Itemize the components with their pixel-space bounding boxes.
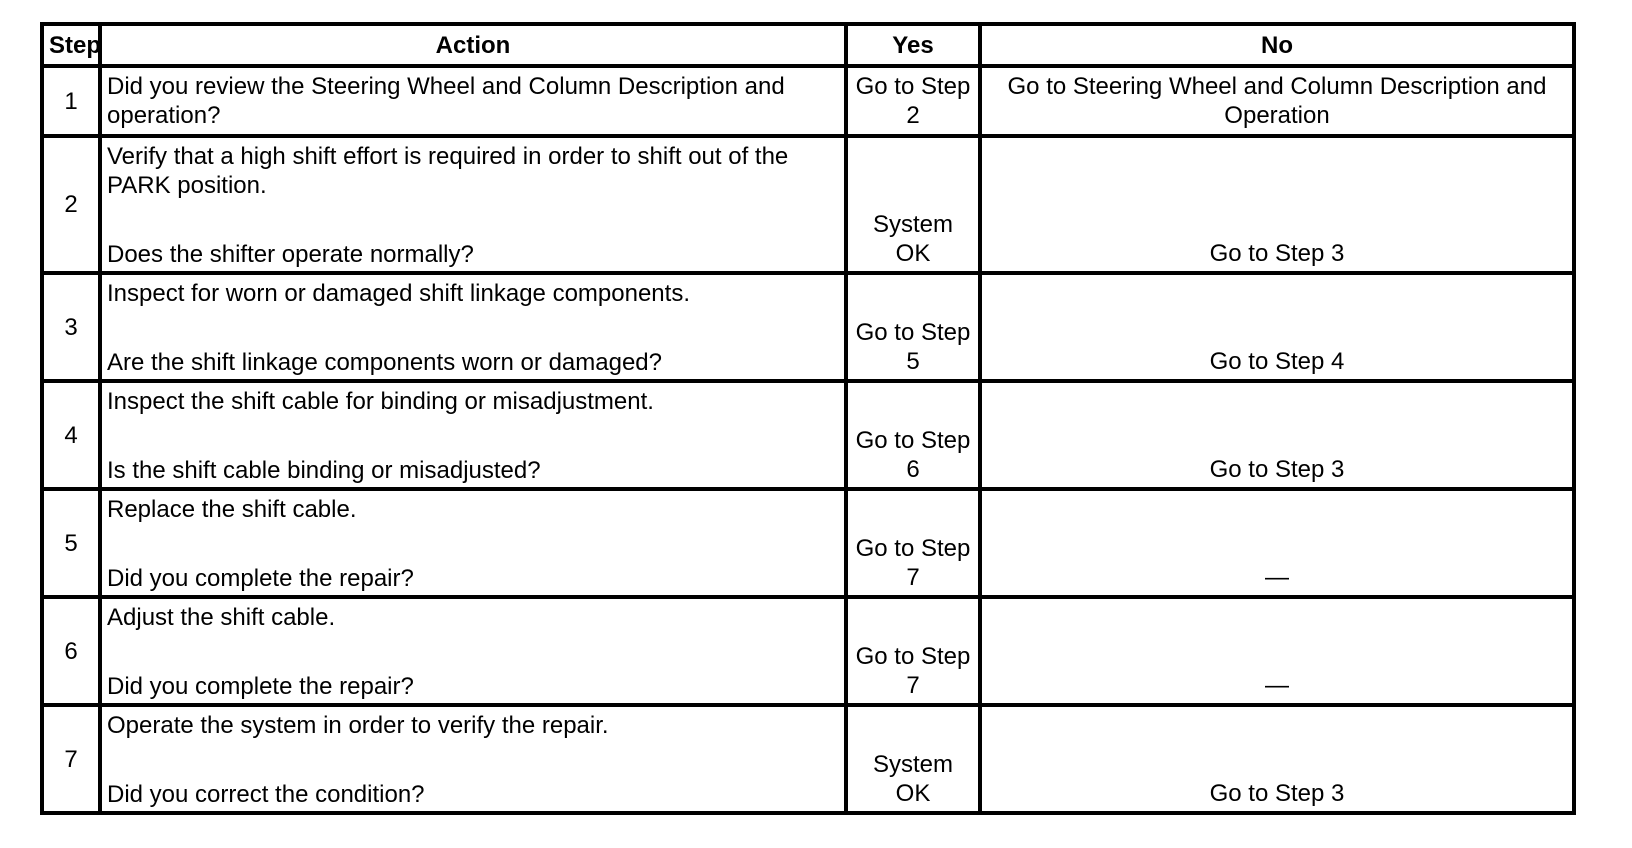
yes-result: Go to Step 7 (846, 489, 980, 597)
action-question: Did you review the Steering Wheel and Column Description and operation? (107, 73, 785, 129)
no-result: Go to Step 3 (980, 705, 1574, 813)
action-cell (100, 705, 846, 813)
yes-result: Go to Step 7 (846, 597, 980, 705)
action-instruction: Replace the shift cable. (107, 496, 357, 523)
action-question: Is the shift cable binding or misadjusted? (107, 457, 541, 484)
no-result: — (980, 489, 1574, 597)
table-row (42, 66, 1574, 136)
table-row (42, 489, 1574, 597)
table-row (42, 381, 1574, 489)
action-question: Are the shift linkage components worn or damaged? (107, 349, 662, 376)
action-cell (100, 489, 846, 597)
no-result: Go to Step 4 (980, 273, 1574, 381)
yes-header: Yes (846, 24, 980, 66)
action-cell (100, 597, 846, 705)
action-instruction: Inspect the shift cable for binding or misadjustment. (107, 388, 654, 415)
step-number: 5 (42, 489, 100, 597)
action-instruction: Inspect for worn or damaged shift linkage components. (107, 280, 690, 307)
step-number: 1 (42, 66, 100, 136)
table-row (42, 597, 1574, 705)
action-instruction: Verify that a high shift effort is required in order to shift out of the PARK position. (107, 143, 789, 199)
header-row (42, 24, 1574, 66)
yes-result: System OK (846, 705, 980, 813)
table-row (42, 136, 1574, 273)
step-number: 3 (42, 273, 100, 381)
yes-result: System OK (846, 136, 980, 273)
no-result: Go to Steering Wheel and Column Description and Operation (980, 66, 1574, 136)
step-number: 7 (42, 705, 100, 813)
action-cell (100, 381, 846, 489)
action-cell (100, 66, 846, 136)
table-row (42, 273, 1574, 381)
action-cell (100, 136, 846, 273)
step-number: 4 (42, 381, 100, 489)
step-header: Step (42, 24, 100, 66)
action-instruction: Adjust the shift cable. (107, 604, 336, 631)
step-number: 6 (42, 597, 100, 705)
yes-result: Go to Step 2 (846, 66, 980, 136)
diagnostic-table (40, 22, 1576, 815)
action-instruction: Operate the system in order to verify the repair. (107, 712, 609, 739)
action-header: Action (100, 24, 846, 66)
no-result: — (980, 597, 1574, 705)
table-row (42, 705, 1574, 813)
action-question: Did you complete the repair? (107, 565, 414, 592)
yes-result: Go to Step 6 (846, 381, 980, 489)
no-result: Go to Step 3 (980, 136, 1574, 273)
action-question: Did you complete the repair? (107, 673, 414, 700)
action-question: Did you correct the condition? (107, 781, 425, 808)
no-result: Go to Step 3 (980, 381, 1574, 489)
no-header: No (980, 24, 1574, 66)
action-question: Does the shifter operate normally? (107, 241, 474, 268)
step-number: 2 (42, 136, 100, 273)
action-cell (100, 273, 846, 381)
yes-result: Go to Step 5 (846, 273, 980, 381)
